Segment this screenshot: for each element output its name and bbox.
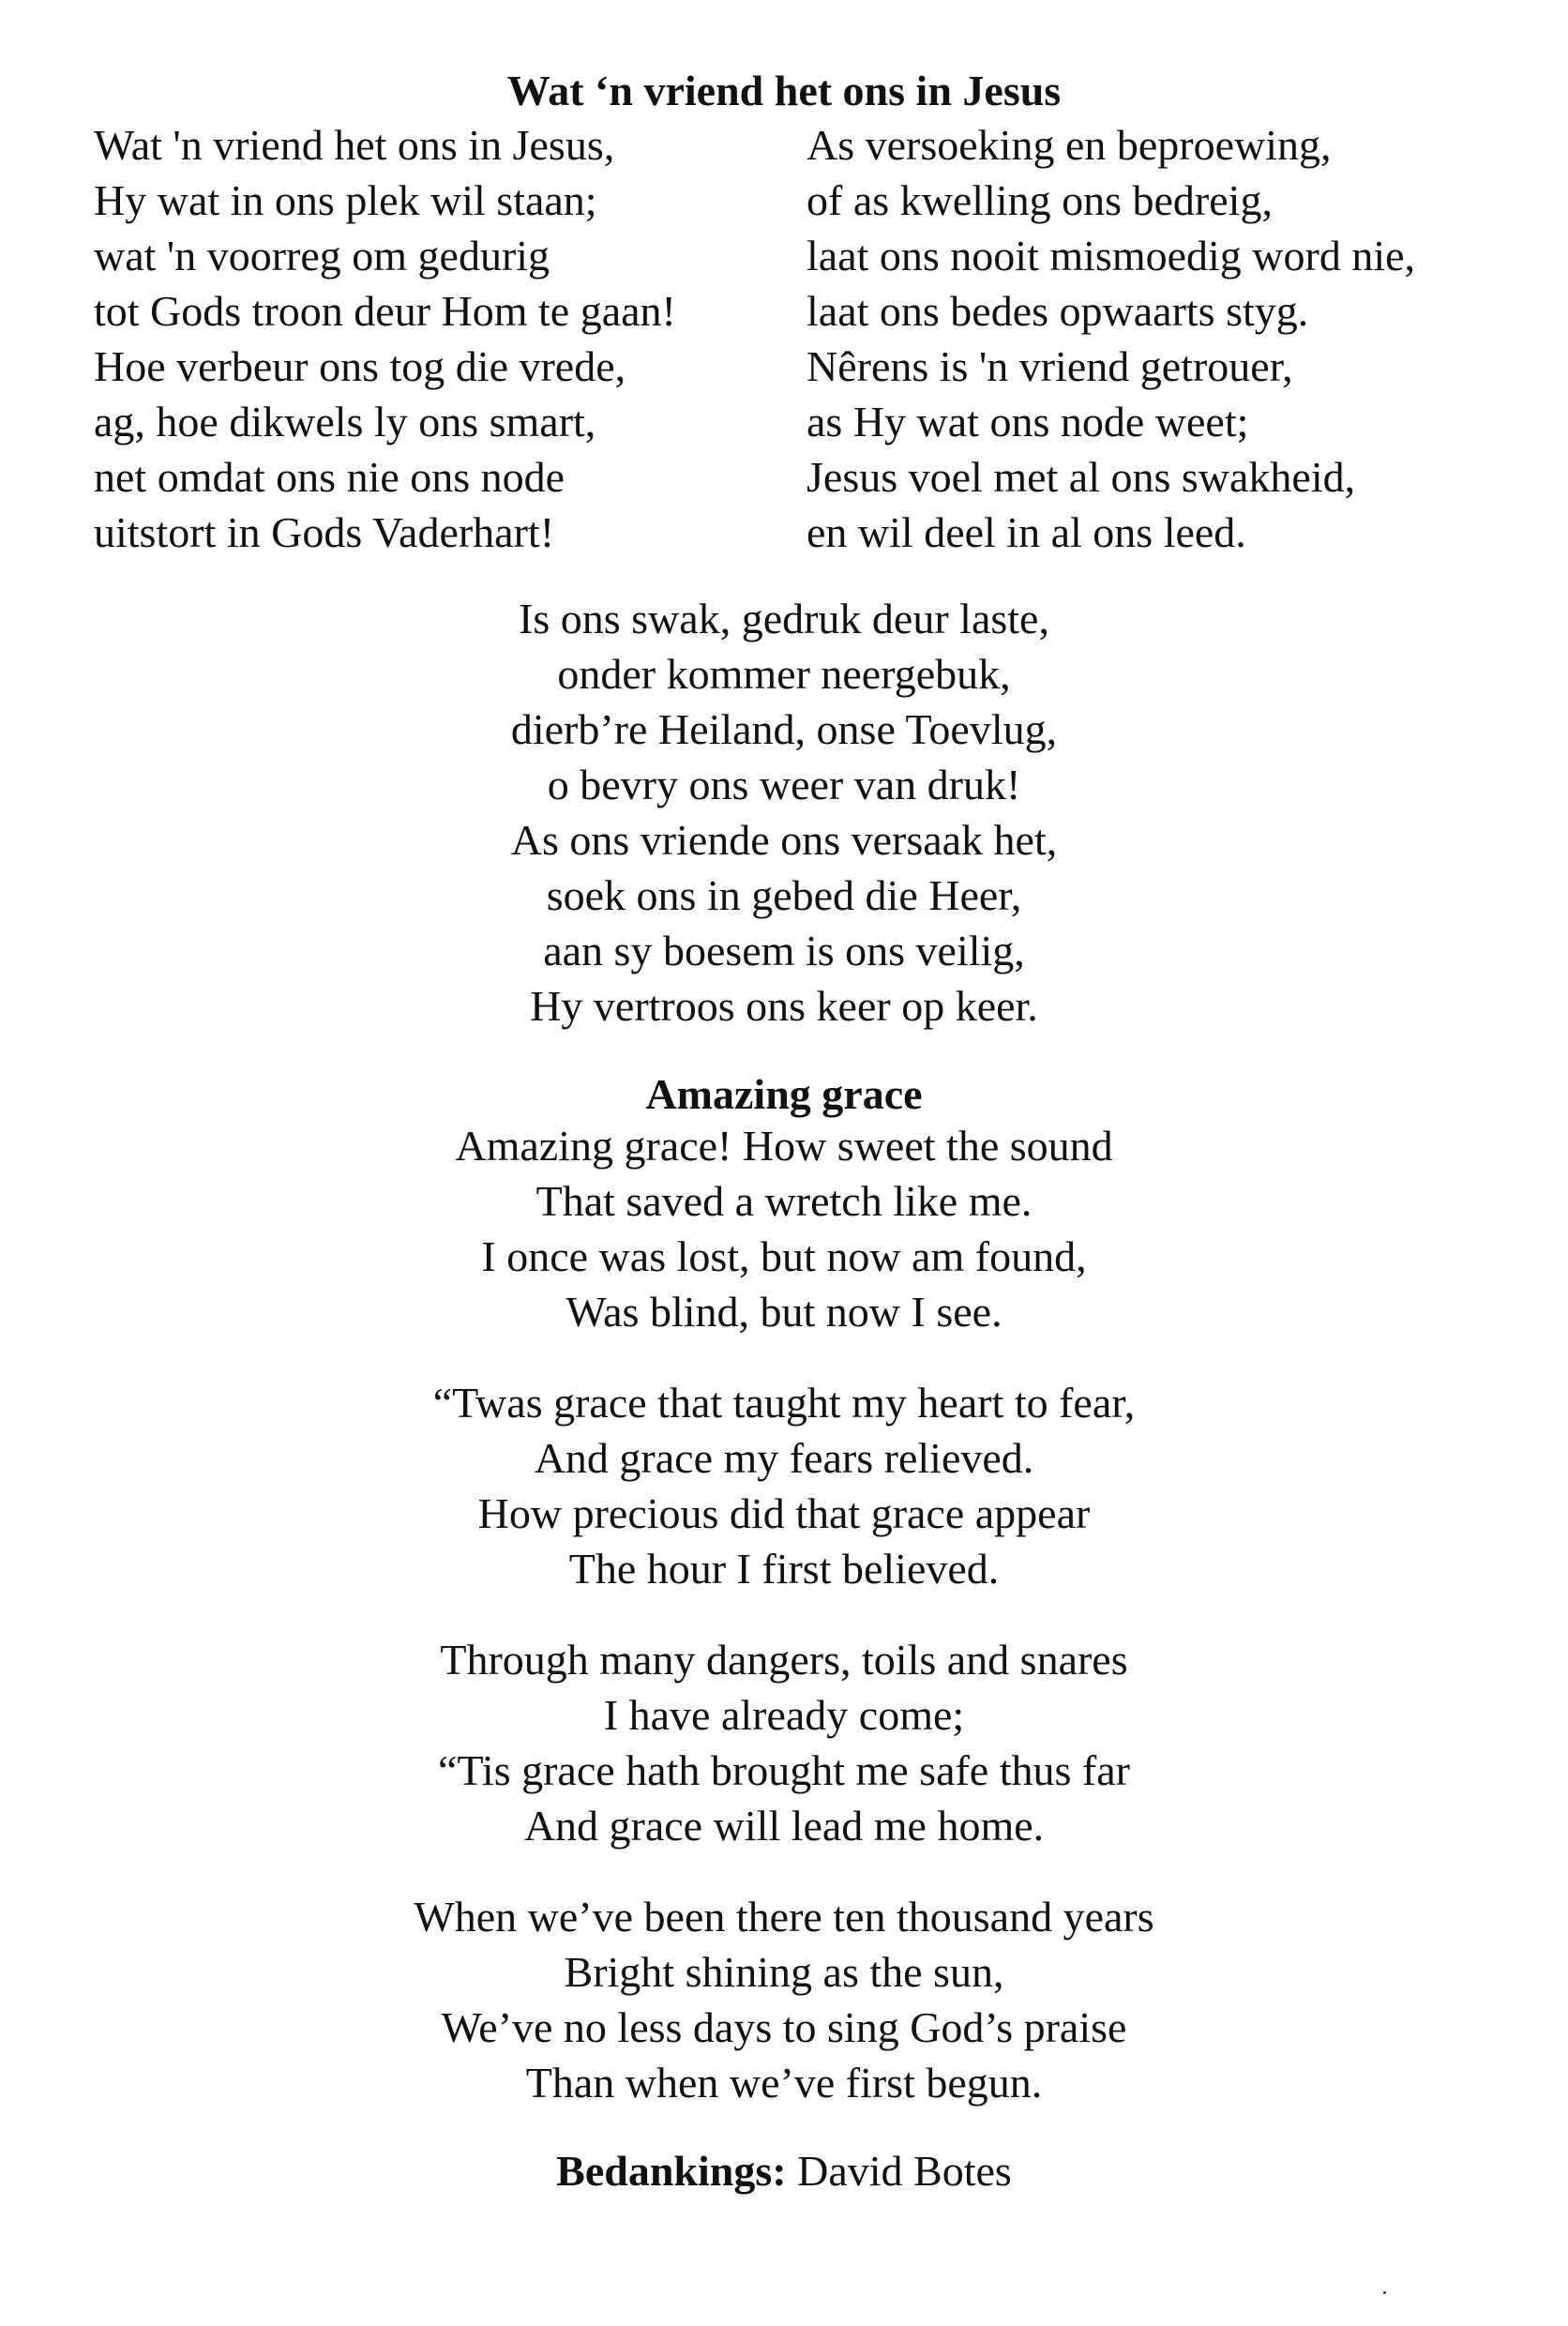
hymn-1-title: Wat ‘n vriend het ons in Jesus [506, 67, 1062, 114]
acknowledgement-label: Bedankings: [556, 2147, 787, 2195]
lyric-line: net omdat ons nie ons node [94, 453, 565, 501]
lyric-line: The hour I first believed. [568, 1545, 1000, 1593]
lyric-line: dierb’re Heiland, onse Toevlug, [510, 705, 1058, 753]
lyric-line: Hoe verbeur ons tog die vrede, [94, 342, 626, 390]
lyric-line: And grace will lead me home. [523, 1802, 1045, 1850]
lyric-line: When we’ve been there ten thousand years [414, 1893, 1154, 1941]
hymn-1-stanza-1 [94, 117, 676, 560]
lyric-line: “Tis grace hath brought me safe thus far [438, 1746, 1130, 1794]
hymn-2-stanza-1 [0, 1118, 1568, 1339]
lyric-line: en wil deel in al ons leed. [807, 508, 1246, 556]
hymn-2-stanza-2 [0, 1375, 1568, 1596]
hymn-1-stanza-2 [807, 117, 1415, 560]
lyric-line: tot Gods troon deur Hom te gaan! [94, 287, 676, 335]
hymn-2-stanza-4 [0, 1889, 1568, 2110]
lyric-line: Amazing grace! How sweet the sound [455, 1122, 1113, 1170]
lyric-line: Is ons swak, gedruk deur laste, [519, 595, 1049, 642]
lyric-line: And grace my fears relieved. [534, 1434, 1034, 1482]
acknowledgement-name: David Botes [797, 2147, 1012, 2195]
lyric-line: of as kwelling ons bedreig, [807, 176, 1273, 224]
lyric-line: as Hy wat ons node weet; [807, 398, 1249, 446]
lyric-line: Hy wat in ons plek wil staan; [94, 176, 597, 224]
lyric-line: I have already come; [603, 1691, 965, 1739]
lyric-line: ag, hoe dikwels ly ons smart, [94, 398, 596, 446]
lyric-line: As ons vriende ons versaak het, [510, 816, 1058, 864]
lyric-line: “Twas grace that taught my heart to fear, [432, 1379, 1136, 1427]
lyric-line: I once was lost, but now am found, [481, 1232, 1087, 1280]
lyric-line: Bright shining as the sun, [564, 1948, 1004, 1996]
lyric-line: How precious did that grace appear [477, 1489, 1091, 1537]
lyric-line: wat 'n voorreg om gedurig [94, 232, 550, 279]
hymn-2-title: Amazing grace [645, 1070, 923, 1118]
lyric-line: laat ons bedes opwaarts styg. [807, 287, 1309, 335]
lyric-line: Than when we’ve first begun. [525, 2059, 1043, 2107]
scan-speck [1383, 2291, 1386, 2294]
acknowledgement [0, 2146, 1568, 2197]
lyric-line: onder kommer neergebuk, [557, 650, 1011, 698]
lyric-line: Wat 'n vriend het ons in Jesus, [94, 121, 615, 169]
lyric-line: Nêrens is 'n vriend getrouer, [807, 342, 1293, 390]
lyric-line: uitstort in Gods Vaderhart! [94, 508, 555, 556]
lyric-line: laat ons nooit mismoedig word nie, [807, 232, 1416, 279]
lyric-line: That saved a wretch like me. [535, 1177, 1033, 1225]
lyric-line: aan sy boesem is ons veilig, [543, 927, 1025, 974]
lyric-line: o bevry ons weer van druk! [547, 761, 1021, 808]
lyric-line: Hy vertroos ons keer op keer. [530, 982, 1038, 1030]
lyric-line: Was blind, but now I see. [565, 1288, 1003, 1336]
lyric-line: We’ve no less days to sing God’s praise [441, 2003, 1127, 2051]
lyric-line: soek ons in gebed die Heer, [546, 871, 1022, 919]
lyric-line: As versoeking en beproewing, [807, 121, 1332, 169]
hymn-1-stanza-3 [0, 591, 1568, 1034]
hymn-2-stanza-3 [0, 1632, 1568, 1853]
lyric-line: Through many dangers, toils and snares [440, 1636, 1128, 1684]
lyric-line: Jesus voel met al ons swakheid, [807, 453, 1356, 501]
